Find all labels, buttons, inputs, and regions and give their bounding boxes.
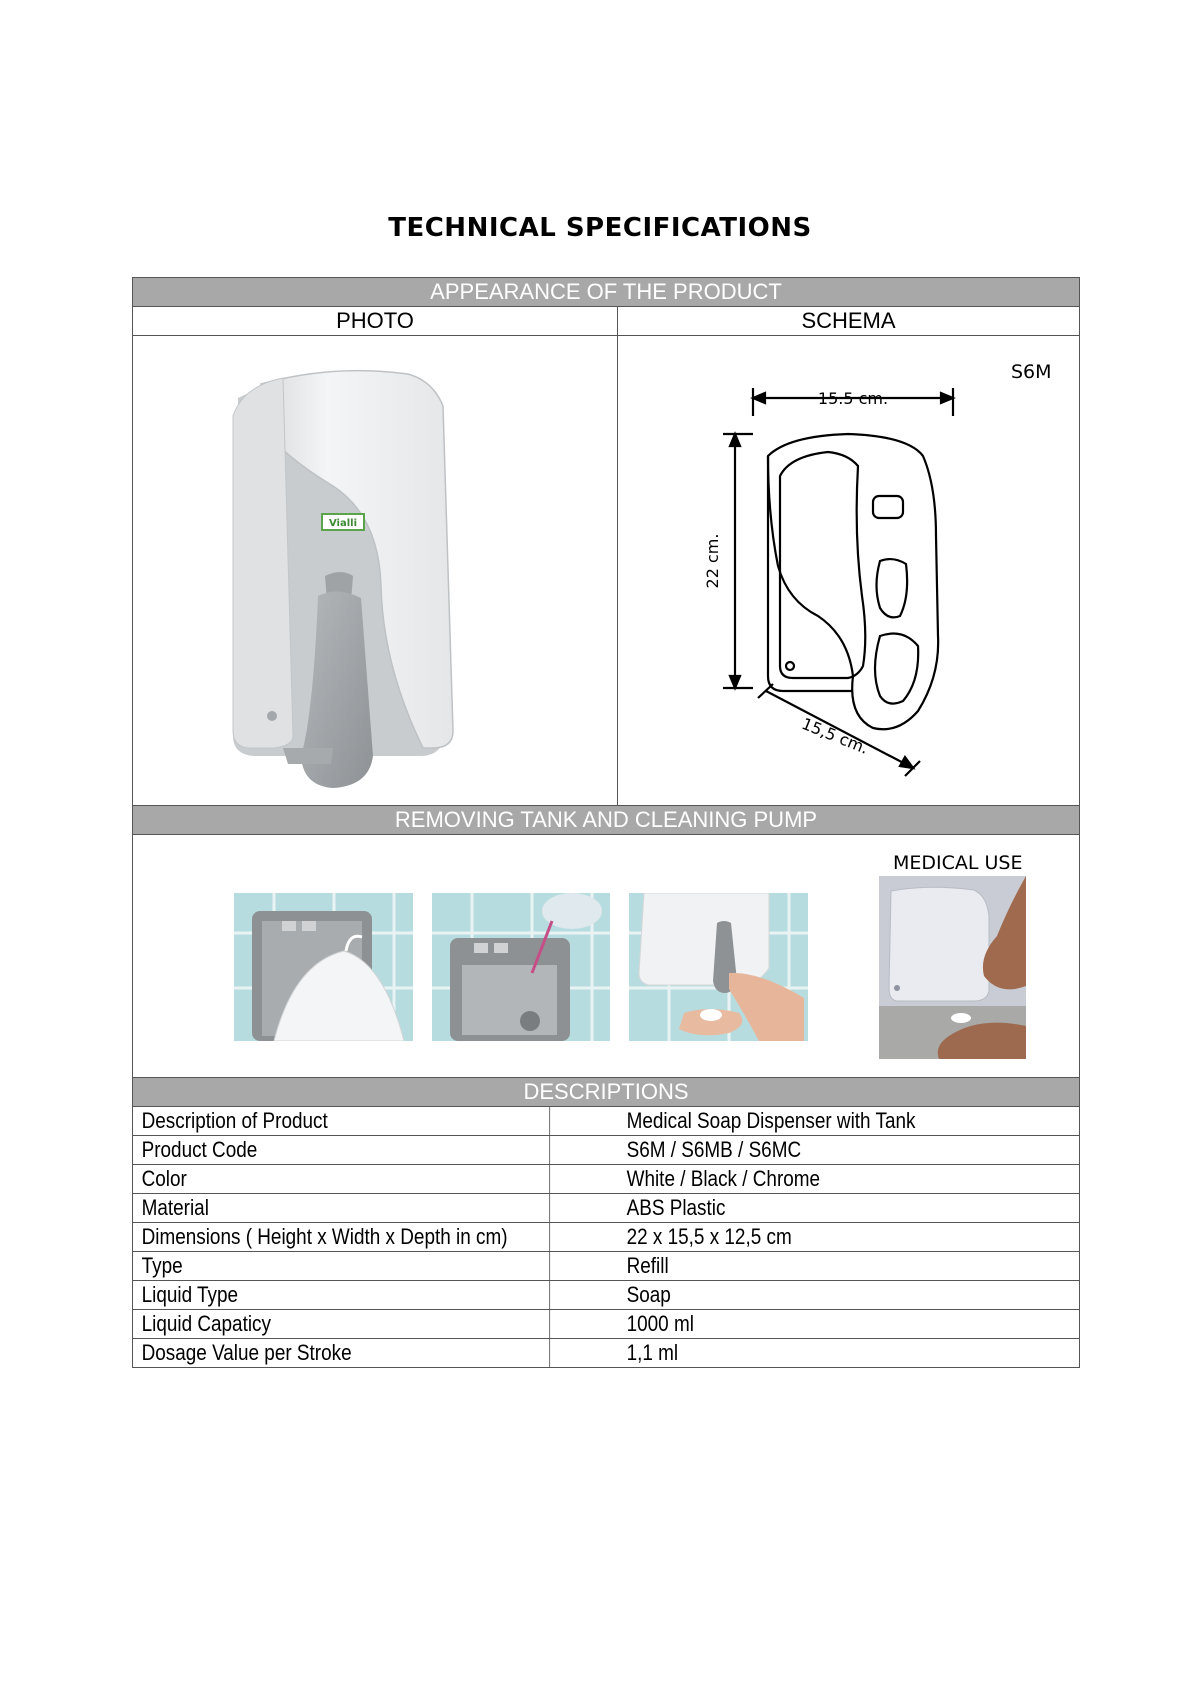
row-label: Liquid Capaticy (133, 1310, 550, 1338)
row-label: Product Code (133, 1136, 550, 1164)
brand-label: Vialli (328, 518, 358, 529)
table-row (133, 1223, 1079, 1252)
table-row (133, 1165, 1079, 1194)
row-label: Description of Product (133, 1107, 550, 1135)
row-label: Dosage Value per Stroke (133, 1339, 550, 1367)
table-row (133, 1136, 1079, 1165)
row-label: Color (133, 1165, 550, 1193)
row-label: Dimensions ( Height x Width x Depth in cm) (133, 1223, 550, 1251)
schema-cell (618, 336, 1079, 805)
schema-header: SCHEMA (801, 308, 896, 333)
spec-sheet (132, 277, 1080, 1368)
row-value: Medical Soap Dispenser with Tank (626, 1108, 916, 1133)
model-tag: S6M (1011, 361, 1052, 383)
row-value: S6M / S6MB / S6MC (626, 1137, 802, 1162)
descriptions-band: DESCRIPTIONS (133, 1078, 1079, 1107)
table-row (133, 1194, 1079, 1223)
row-value: 1000 ml (626, 1311, 694, 1336)
row-value: ABS Plastic (626, 1195, 726, 1220)
cleaning-photo-refill (432, 893, 610, 1041)
appearance-images (133, 336, 1079, 806)
row-label: Type (133, 1252, 550, 1280)
table-row (133, 1281, 1079, 1310)
medical-use-label: MEDICAL USE (893, 852, 1023, 874)
table-row (133, 1107, 1079, 1136)
cleaning-photo-remove-tank (234, 893, 413, 1041)
row-label: Material (133, 1194, 550, 1222)
appearance-headers (133, 307, 1079, 336)
product-photo-cell (133, 336, 618, 805)
table-row (133, 1252, 1079, 1281)
product-photo (133, 336, 617, 805)
width-dimension: 15.5 cm. (817, 389, 889, 408)
medical-use-photo (879, 876, 1026, 1059)
row-value: 1,1 ml (626, 1340, 679, 1365)
row-label: Liquid Type (133, 1281, 550, 1309)
appearance-band: APPEARANCE OF THE PRODUCT (133, 278, 1079, 307)
depth-dimension: 15,5 cm. (798, 713, 872, 758)
table-row (133, 1339, 1079, 1368)
row-value: 22 x 15,5 x 12,5 cm (626, 1224, 792, 1249)
table-row (133, 1310, 1079, 1339)
descriptions-table (133, 1107, 1079, 1368)
page-title: TECHNICAL SPECIFICATIONS (388, 213, 812, 243)
schema-drawing (618, 336, 1078, 805)
height-dimension: 22 cm. (703, 533, 722, 589)
cleaning-band: REMOVING TANK AND CLEANING PUMP (133, 806, 1079, 835)
cleaning-images (133, 835, 1079, 1078)
row-value: Soap (626, 1282, 671, 1307)
photo-header: PHOTO (133, 307, 618, 335)
cleaning-photo-dispense (629, 893, 808, 1041)
row-value: Refill (626, 1253, 669, 1278)
row-value: White / Black / Chrome (626, 1166, 821, 1191)
